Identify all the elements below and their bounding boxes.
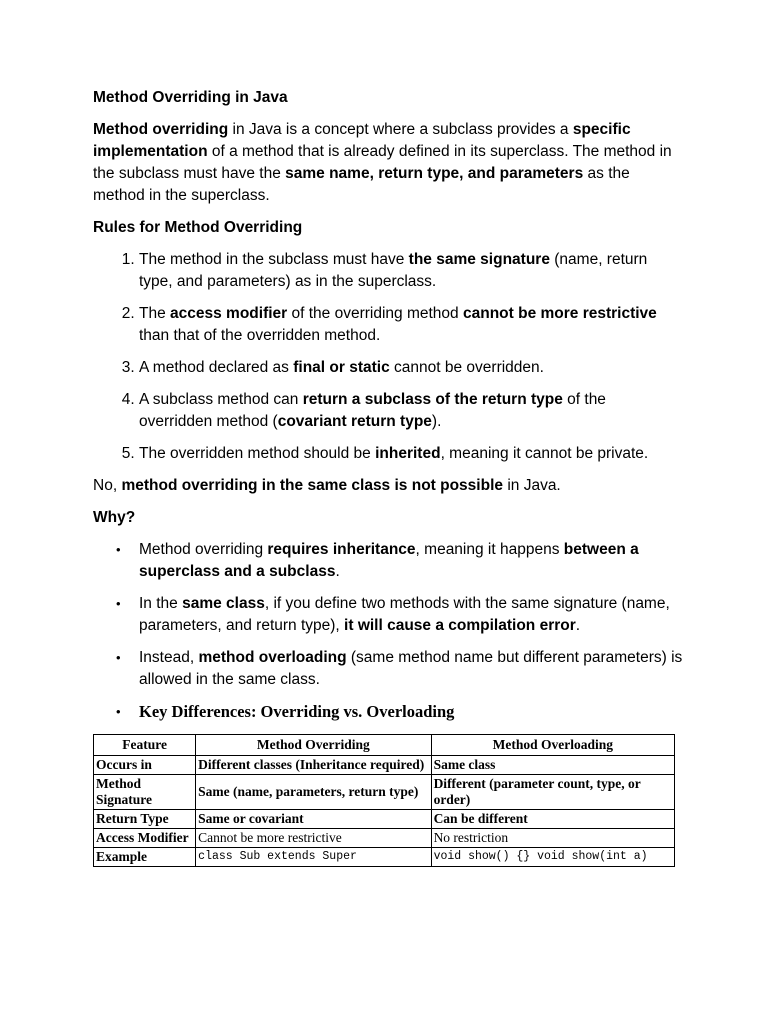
table-row (94, 848, 675, 867)
comparison-table (93, 734, 675, 867)
why-bold: same class (182, 595, 265, 612)
rule-bold: cannot be more restrictive (462, 305, 657, 322)
table-row (94, 810, 675, 829)
why-text: Instead, (139, 649, 199, 666)
table-cell: Cannot be more restrictive (196, 829, 431, 848)
rule-text: of the overriding method (287, 305, 463, 322)
rule-bold: return a subclass of the return type (302, 391, 563, 408)
rule-text: The overridden method should be (139, 445, 376, 462)
table-row (94, 829, 675, 848)
rule-text: than that of the overridden method. (139, 327, 381, 344)
table-cell: Return Type (94, 810, 196, 829)
rule-text: The (139, 305, 171, 322)
table-cell: Occurs in (94, 756, 196, 775)
why-bold: requires inheritance (267, 541, 416, 558)
why-item (139, 539, 683, 583)
intro-bold-2: specific implementation (93, 121, 631, 160)
why-text: (same method name but different parameters) is allowed in the same class. (139, 649, 683, 688)
same-class-paragraph (93, 475, 683, 497)
rules-heading: Rules for Method Overriding (93, 219, 303, 236)
table-cell: Can be different (431, 810, 674, 829)
rule-item (139, 443, 683, 465)
table-row (94, 756, 675, 775)
intro-text-1: in Java is a concept where a subclass provides a (228, 121, 573, 138)
why-text: . (575, 617, 581, 634)
rule-item (139, 303, 683, 347)
rule-text: cannot be overridden. (389, 359, 544, 376)
rule-item (139, 389, 683, 433)
intro-text-2: of a method that is already defined in its superclass. The method in the subclass must have the (93, 143, 672, 182)
why-text: Method overriding (139, 541, 268, 558)
document-body (93, 87, 683, 867)
rule-item (139, 357, 683, 379)
table-cell: Same or covariant (196, 810, 431, 829)
rule-item (139, 249, 683, 293)
why-bold: between a superclass and a subclass (139, 541, 639, 580)
table-row (94, 775, 675, 810)
table-cell: Example (94, 848, 196, 867)
rule-bold: final or static (293, 359, 390, 376)
intro-paragraph (93, 119, 683, 207)
table-cell: void show() {} void show(int a) (431, 848, 674, 867)
rule-bold: access modifier (170, 305, 288, 322)
same-class-bold: method overriding in the same class is not possible (121, 477, 504, 494)
why-text: In the (139, 595, 183, 612)
table-cell: Access Modifier (94, 829, 196, 848)
rule-bold: covariant return type (277, 413, 432, 430)
why-text: . (335, 563, 340, 580)
table-header: Method Overloading (431, 735, 674, 756)
table-header: Method Overriding (196, 735, 431, 756)
intro-bold-1: Method overriding (93, 121, 229, 138)
page-title: Method Overriding in Java (93, 89, 288, 106)
why-text: , meaning it happens (415, 541, 564, 558)
rule-text: A subclass method can (139, 391, 303, 408)
table-cell: No restriction (431, 829, 674, 848)
same-class-text: in Java. (503, 477, 561, 494)
differences-heading: Key Differences: Overriding vs. Overloading (139, 702, 455, 721)
table-header-row (94, 735, 675, 756)
table-cell: Same (name, parameters, return type) (196, 775, 431, 810)
rule-text: (name, return type, and parameters) as in the superclass. (139, 251, 648, 290)
why-item (139, 593, 683, 637)
table-cell: Method Signature (94, 775, 196, 810)
same-class-text: No, (93, 477, 122, 494)
why-text: , if you define two methods with the same signature (name, parameters, and return type), (139, 595, 670, 634)
why-list (93, 539, 683, 724)
rule-text: A method declared as (139, 359, 294, 376)
intro-bold-3: same name, return type, and parameters (285, 165, 584, 182)
table-cell: Different (parameter count, type, or order) (431, 775, 674, 810)
rule-text: of the overridden method ( (139, 391, 606, 430)
why-heading: Why? (93, 509, 136, 526)
table-cell: Same class (431, 756, 674, 775)
rule-bold: the same signature (408, 251, 550, 268)
rule-bold: inherited (375, 445, 441, 462)
table-header: Feature (94, 735, 196, 756)
rule-text: The method in the subclass must have (139, 251, 409, 268)
rule-text: , meaning it cannot be private. (440, 445, 649, 462)
why-bold: method overloading (198, 649, 347, 666)
table-cell: Different classes (Inheritance required) (196, 756, 431, 775)
why-bold: it will cause a compilation error (344, 617, 576, 634)
differences-heading-item (139, 701, 683, 724)
table-cell: class Sub extends Super (196, 848, 431, 867)
rules-list (93, 249, 683, 465)
why-item (139, 647, 683, 691)
intro-text-3: as the method in the superclass. (93, 165, 630, 204)
rule-text: ). (431, 413, 442, 430)
